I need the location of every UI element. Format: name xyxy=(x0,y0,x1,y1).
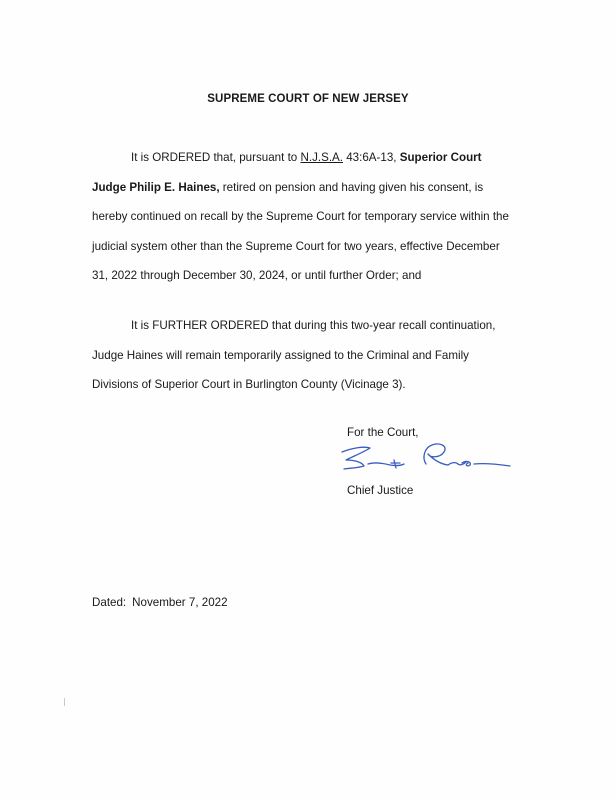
for-the-court-label: For the Court, xyxy=(347,426,419,439)
order-paragraph-2 xyxy=(92,311,532,400)
paragraph-1-line-2 xyxy=(92,173,532,203)
paragraph-2-line-1: It is FURTHER ORDERED that during this two-year recall continuation, xyxy=(131,319,496,332)
line-2-text: retired on pension and having given his consent, is xyxy=(219,180,484,194)
paragraph-2-line-2: Judge Haines will remain temporarily assigned to the Criminal and Family xyxy=(92,348,469,362)
paragraph-1-line-3: hereby continued on recall by the Supreme Court for temporary service within the xyxy=(92,210,509,223)
paragraph-1-line-1 xyxy=(92,143,532,173)
statute-section: 43:6A-13, xyxy=(343,151,400,164)
order-paragraph-1 xyxy=(92,143,532,291)
chief-justice-label: Chief Justice xyxy=(347,484,414,497)
line-1-text: It is ORDERED that, pursuant to xyxy=(131,151,301,164)
paragraph-2-line-3: Divisions of Superior Court in Burlington County (Vicinage 3). xyxy=(92,378,406,391)
court-name-bold: Superior Court xyxy=(399,151,482,164)
handwritten-signature xyxy=(334,438,514,476)
paragraph-1-line-4: judicial system other than the Supreme Court for two years, effective December xyxy=(92,239,500,253)
dated-value: November 7, 2022 xyxy=(132,596,228,609)
judge-name-bold: Judge Philip E. Haines, xyxy=(92,180,220,194)
paragraph-1-line-5: 31, 2022 through December 30, 2024, or until further Order; and xyxy=(92,269,422,282)
scan-mark xyxy=(64,698,65,706)
dated-label: Dated: xyxy=(92,596,127,609)
court-title: SUPREME COURT OF NEW JERSEY xyxy=(207,93,409,105)
dated-line xyxy=(92,596,228,609)
statute-reference: N.J.S.A. xyxy=(300,151,343,164)
